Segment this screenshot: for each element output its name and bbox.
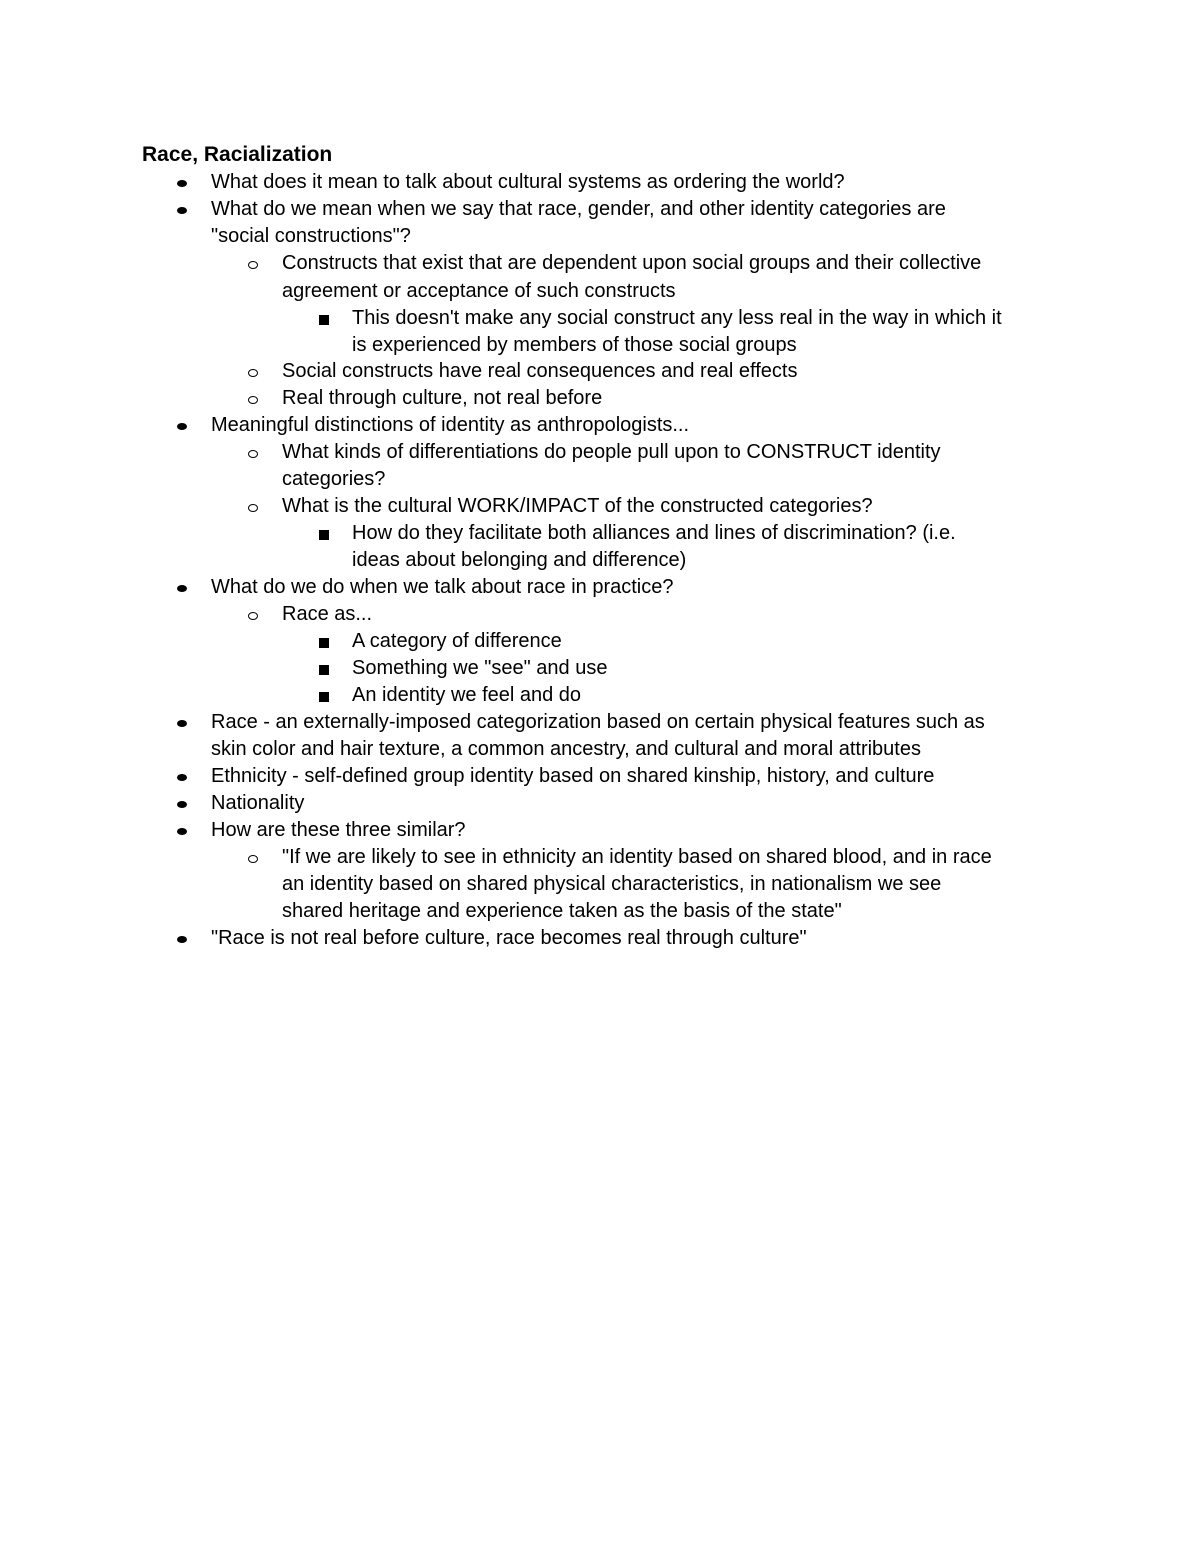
bullet-square-icon: [319, 530, 329, 540]
list-item-text: What is the cultural WORK/IMPACT of the constructed categories?: [282, 495, 873, 517]
bullet-circle-icon: [248, 396, 258, 404]
list-item-text: Meaningful distinctions of identity as anthropologists...: [211, 414, 690, 436]
list-item-text-continued: an identity based on shared physical characteristics, in nationalism we see: [282, 873, 942, 895]
document-title: Race, Racialization: [142, 143, 333, 166]
bullet-disc-icon: [177, 828, 187, 835]
list-item-text: Constructs that exist that are dependent upon social groups and their collective: [282, 252, 982, 274]
bullet-disc-icon: [177, 180, 187, 187]
list-item-text: Ethnicity - self-defined group identity based on shared kinship, history, and culture: [211, 765, 935, 787]
list-item-text: This doesn't make any social construct any less real in the way in which it: [352, 307, 1002, 329]
list-item-text: Real through culture, not real before: [282, 387, 603, 409]
list-item-text-continued: "social constructions"?: [211, 225, 411, 247]
bullet-disc-icon: [177, 720, 187, 727]
list-item-text-continued: ideas about belonging and difference): [352, 549, 687, 571]
list-item-text: An identity we feel and do: [352, 684, 582, 706]
bullet-circle-icon: [248, 450, 258, 458]
list-item-text: What do we mean when we say that race, gender, and other identity categories are: [211, 198, 946, 220]
list-item-text-continued: shared heritage and experience taken as the basis of the state": [282, 900, 842, 922]
list-item-text: Race as...: [282, 603, 373, 625]
list-item-text: How do they facilitate both alliances and lines of discrimination? (i.e.: [352, 522, 956, 544]
bullet-circle-icon: [248, 369, 258, 377]
list-item-text-continued: skin color and hair texture, a common ancestry, and cultural and moral attributes: [211, 738, 921, 760]
bullet-disc-icon: [177, 423, 187, 430]
list-item-text-continued: is experienced by members of those social groups: [352, 334, 797, 356]
list-item-text: "If we are likely to see in ethnicity an identity based on shared blood, and in race: [282, 846, 992, 868]
bullet-disc-icon: [177, 585, 187, 592]
list-item-text-continued: categories?: [282, 468, 386, 490]
bullet-circle-icon: [248, 504, 258, 512]
list-item-text: Social constructs have real consequences and real effects: [282, 360, 798, 382]
bullet-circle-icon: [248, 855, 258, 863]
list-item-text: How are these three similar?: [211, 819, 466, 841]
bullet-square-icon: [319, 665, 329, 675]
bullet-disc-icon: [177, 801, 187, 808]
list-item-text: What does it mean to talk about cultural systems as ordering the world?: [211, 171, 845, 193]
list-item-text-continued: agreement or acceptance of such constructs: [282, 280, 676, 302]
list-item-text: Nationality: [211, 792, 305, 814]
list-item-text: Race - an externally-imposed categorization based on certain physical features such as: [211, 711, 985, 733]
bullet-circle-icon: [248, 261, 258, 269]
bullet-circle-icon: [248, 612, 258, 620]
bullet-square-icon: [319, 692, 329, 702]
bullet-disc-icon: [177, 207, 187, 214]
list-item-text: Something we "see" and use: [352, 657, 608, 679]
bullet-disc-icon: [177, 774, 187, 781]
list-item-text: "Race is not real before culture, race becomes real through culture": [211, 927, 807, 949]
list-item-text: What do we do when we talk about race in practice?: [211, 576, 674, 598]
bullet-square-icon: [319, 638, 329, 648]
bullet-square-icon: [319, 315, 329, 325]
bullet-disc-icon: [177, 936, 187, 943]
list-item-text: What kinds of differentiations do people pull upon to CONSTRUCT identity: [282, 441, 941, 463]
list-item-text: A category of difference: [352, 630, 562, 652]
